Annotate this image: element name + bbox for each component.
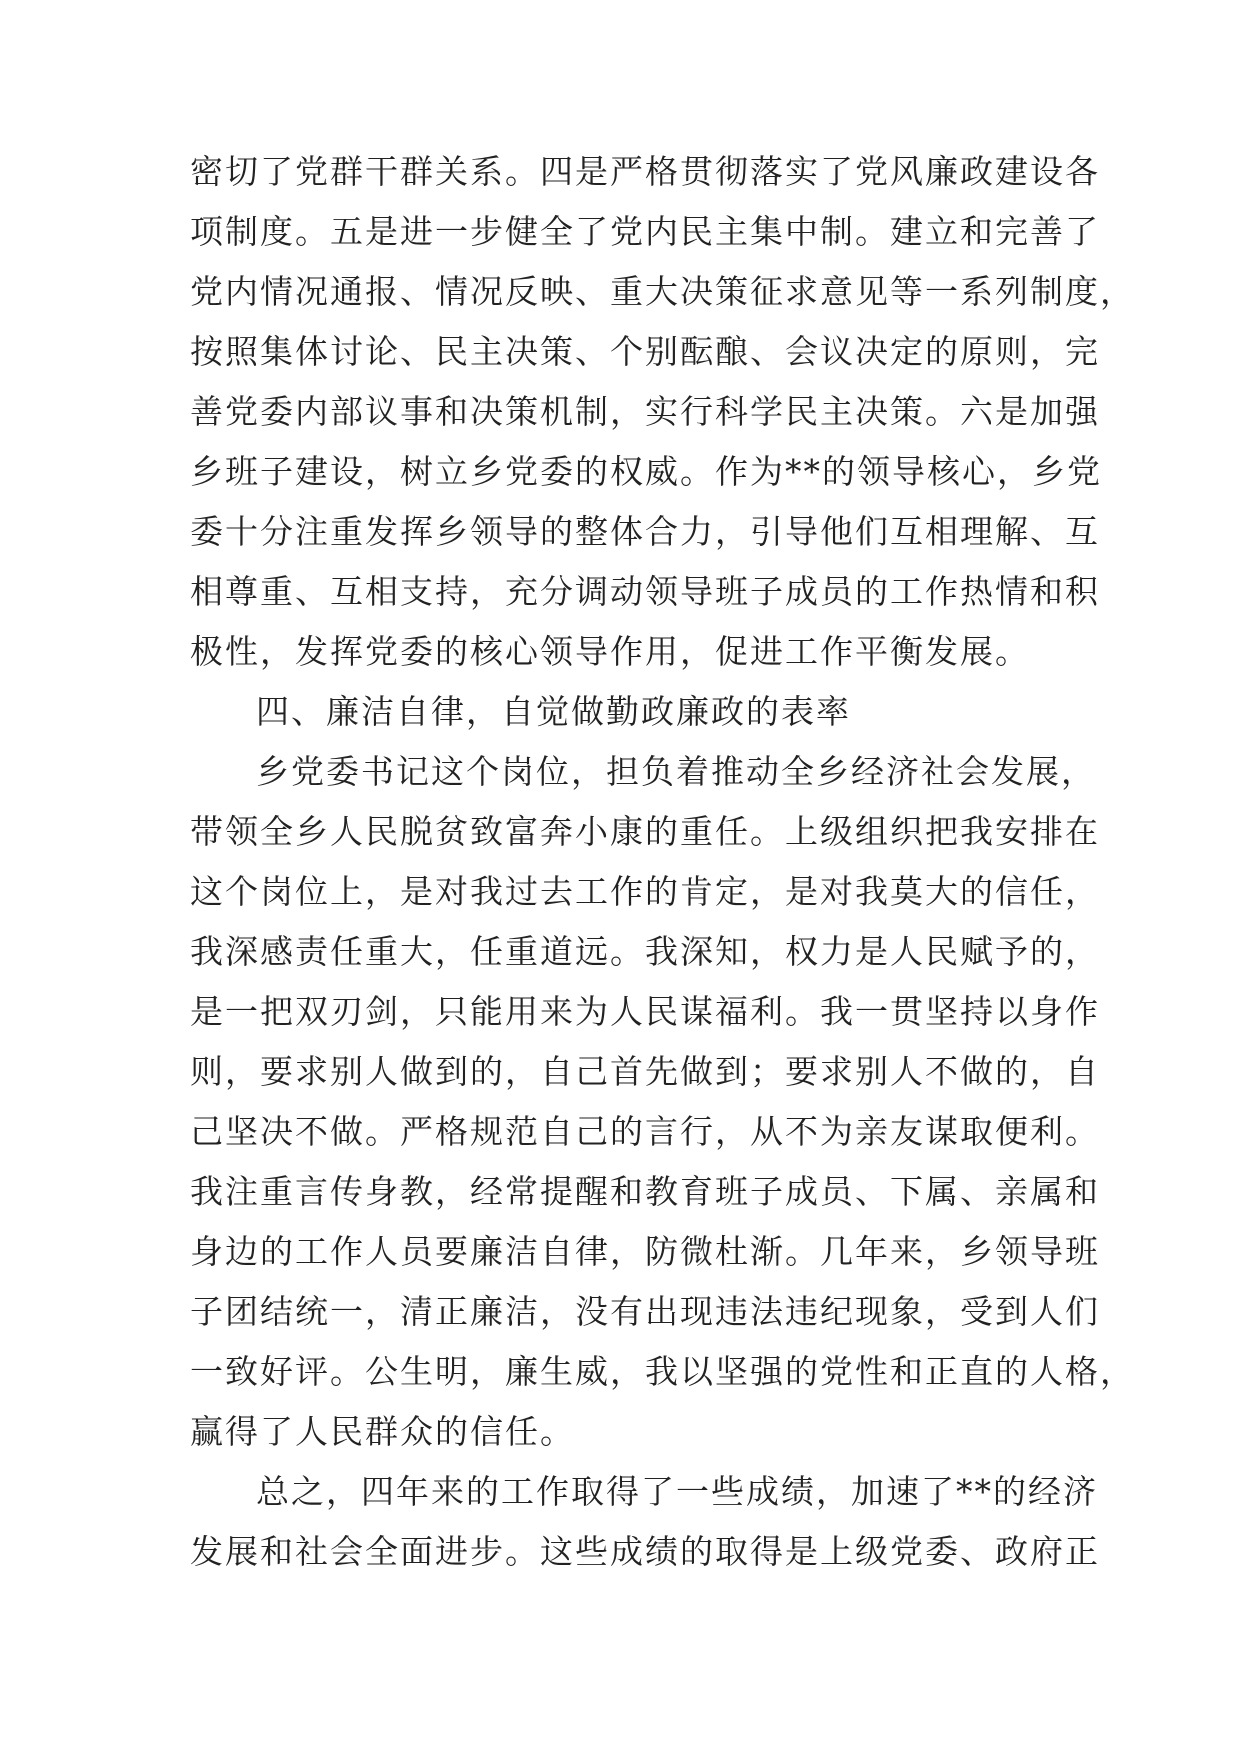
text-line: 密切了党群干群关系。四是严格贯彻落实了党风廉政建设各 [190,152,1100,191]
paragraph-start-line: 总之，四年来的工作取得了一些成绩，加速了**的经济 [256,1472,1098,1511]
text-line: 己坚决不做。严格规范自己的言行，从不为亲友谋取便利。 [190,1112,1100,1151]
text-line: 党内情况通报、情况反映、重大决策征求意见等一系列制度， [190,272,1135,311]
text-line: 相尊重、互相支持，充分调动领导班子成员的工作热情和积 [190,572,1100,611]
text-line: 赢得了人民群众的信任。 [190,1412,575,1451]
text-line: 带领全乡人民脱贫致富奔小康的重任。上级组织把我安排在 [190,812,1100,851]
text-line: 子团结统一，清正廉洁，没有出现违法违纪现象，受到人们 [190,1292,1100,1331]
text-line: 则，要求别人做到的，自己首先做到；要求别人不做的，自 [190,1052,1100,1091]
text-line: 我深感责任重大，任重道远。我深知，权力是人民赋予的， [190,932,1100,971]
text-line: 这个岗位上，是对我过去工作的肯定，是对我莫大的信任， [190,872,1100,911]
text-line: 一致好评。公生明，廉生威，我以坚强的党性和正直的人格， [190,1352,1135,1391]
text-line: 项制度。五是进一步健全了党内民主集中制。建立和完善了 [190,212,1100,251]
text-line: 乡班子建设，树立乡党委的权威。作为**的领导核心，乡党 [190,452,1102,491]
body-text [190,142,1135,1582]
text-line: 发展和社会全面进步。这些成绩的取得是上级党委、政府正 [190,1532,1100,1571]
text-line: 按照集体讨论、民主决策、个别酝酿、会议决定的原则，完 [190,332,1100,371]
text-line: 身边的工作人员要廉洁自律，防微杜渐。几年来，乡领导班 [190,1232,1100,1271]
paragraph-start-line: 乡党委书记这个岗位，担负着推动全乡经济社会发展， [256,752,1096,791]
text-line: 委十分注重发挥乡领导的整体合力，引导他们互相理解、互 [190,512,1100,551]
section-heading: 四、廉洁自律，自觉做勤政廉政的表率 [256,692,851,731]
text-line: 是一把双刃剑，只能用来为人民谋福利。我一贯坚持以身作 [190,992,1100,1031]
text-line: 善党委内部议事和决策机制，实行科学民主决策。六是加强 [190,392,1100,431]
text-line: 极性，发挥党委的核心领导作用，促进工作平衡发展。 [190,632,1030,671]
text-line: 我注重言传身教，经常提醒和教育班子成员、下属、亲属和 [190,1172,1100,1211]
